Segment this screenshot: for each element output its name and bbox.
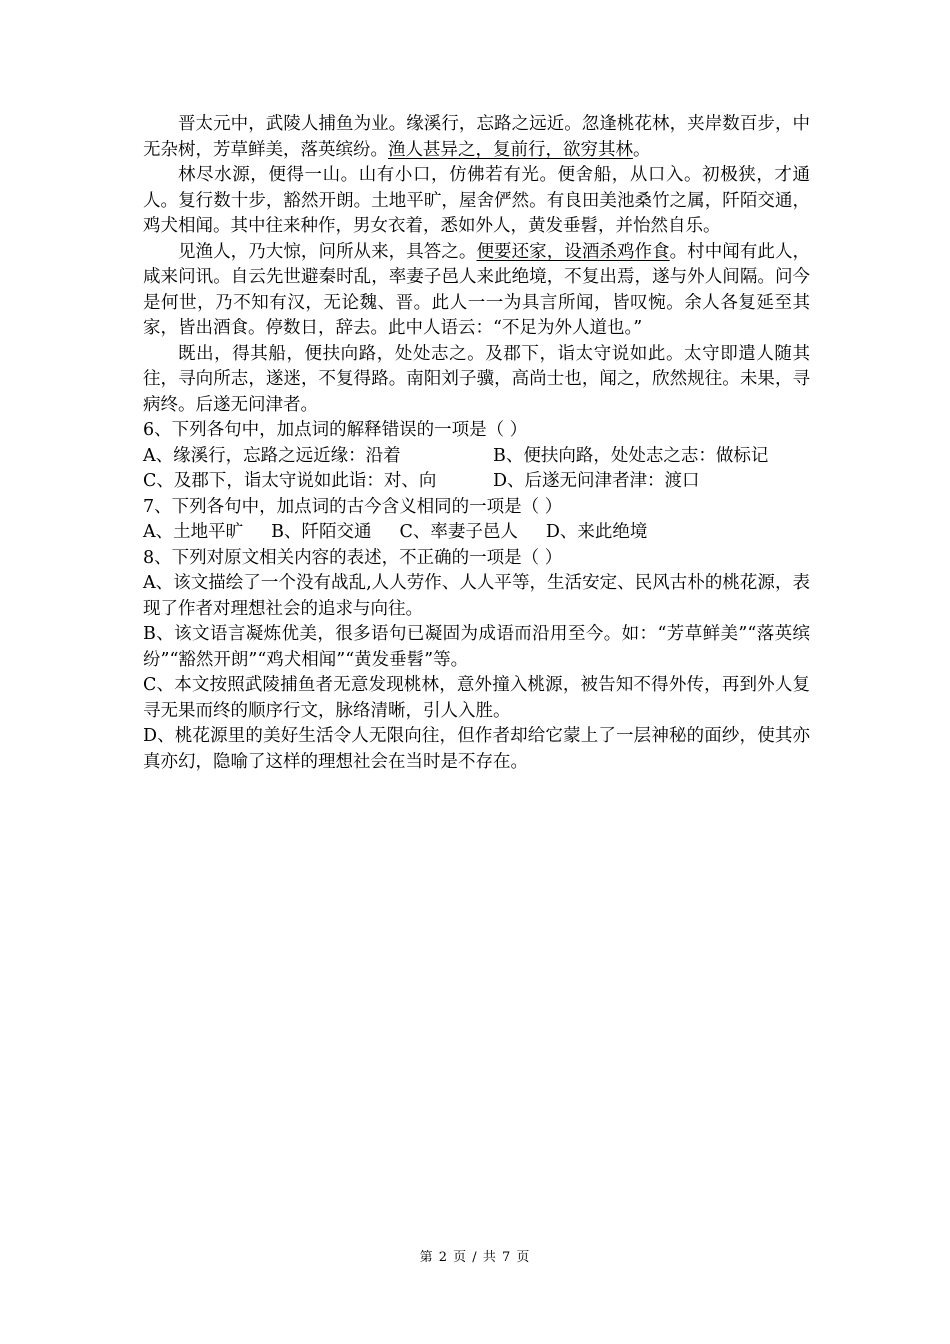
question-6-option-b: B、便扶向路，处处志之志：做标记 [493, 445, 769, 466]
page-footer: 第 2 页 / 共 7 页 [419, 1250, 531, 1265]
document-body [143, 112, 810, 775]
question-8-option-b: B、该文语言凝炼优美，很多语句已凝固为成语而沿用至今。如：“芳草鲜美”“落英缤纷”“豁然开朗”“鸡犬相闻”“黄发垂髫”等。 [143, 624, 810, 670]
question-6-option-a: A、缘溪行，忘路之远近缘：沿着 [143, 445, 401, 466]
question-8-option-a: A、该文描绘了一个没有战乱,人人劳作、人人平等，生活安定、民风古朴的桃花源，表现了作者对理想社会的追求与向往。 [143, 573, 810, 619]
question-6-option-c: C、及郡下，诣太守说如此诣：对、向 [143, 471, 437, 491]
passage-paragraph-4: 既出，得其船，便扶向路，处处志之。及郡下，诣太守说如此。太守即遣人随其往，寻向所志，遂迷，不复得路。南阳刘子骥，高尚士也，闻之，欣然规往。未果，寻病终。后遂无问津者。 [143, 343, 810, 415]
question-7-options [143, 520, 810, 546]
question-7-option-b: B、阡陌交通 [271, 522, 372, 542]
underlined-sentence-1: 渔人甚异之，复前行，欲穷其林 [388, 139, 633, 160]
question-7-option-d: D、来此绝境 [545, 522, 648, 542]
question-7-option-a: A、土地平旷 [143, 522, 244, 542]
question-6-options-row-1 [143, 444, 810, 470]
question-6-options-row-2 [143, 469, 810, 495]
question-8-option-d: D、桃花源里的美好生活令人无限向往，但作者却给它蒙上了一层神秘的面纱，使其亦真亦幻，隐喻了这样的理想社会在当时是不存在。 [143, 726, 810, 772]
passage-paragraph-2: 林尽水源，便得一山。山有小口，仿佛若有光。便舍船，从口入。初极狭，才通人。复行数十步，豁然开朗。土地平旷，屋舍俨然。有良田美池桑竹之属，阡陌交通，鸡犬相闻。其中往来种作，男女衣着，悉如外人，黄发垂髫，并怡然自乐。 [143, 165, 810, 236]
underlined-sentence-2: 便要还家，设酒杀鸡作食 [476, 241, 670, 262]
passage-paragraph-1: 晋太元中，武陵人捕鱼为业。缘溪行，忘路之远近。忽逢桃花林，夹岸数百步，中无杂树，芳草鲜美，落英缤纷。渔人甚异之，复前行，欲穷其林。 [143, 114, 810, 160]
question-7-stem: 7、下列各句中，加点词的古今含义相同的一项是（ ） [143, 496, 563, 517]
question-7-option-c: C、率妻子邑人 [399, 522, 518, 542]
passage-paragraph-3: 见渔人，乃大惊，问所从来，具答之。便要还家，设酒杀鸡作食。村中闻有此人，咸来问讯。自云先世避秦时乱，率妻子邑人来此绝境，不复出焉，遂与外人间隔。问今是何世，乃不知有汉，无论魏、晋。此人一一为具言所闻，皆叹惋。余人各复延至其家，皆出酒食。停数日，辞去。此中人语云：“不足为外人道也。” [143, 241, 811, 338]
question-6-option-d: D、后遂无问津者津：渡口 [493, 471, 700, 491]
question-6-stem: 6、下列各句中，加点词的解释错误的一项是（ ） [143, 420, 528, 440]
question-8-stem: 8、下列对原文相关内容的表述，不正确的一项是（ ） [143, 547, 563, 568]
question-8-option-c: C、本文按照武陵捕鱼者无意发现桃林，意外撞入桃源，被告知不得外传，再到外人复寻无果而终的顺序行文，脉络清晰，引人入胜。 [143, 675, 810, 721]
